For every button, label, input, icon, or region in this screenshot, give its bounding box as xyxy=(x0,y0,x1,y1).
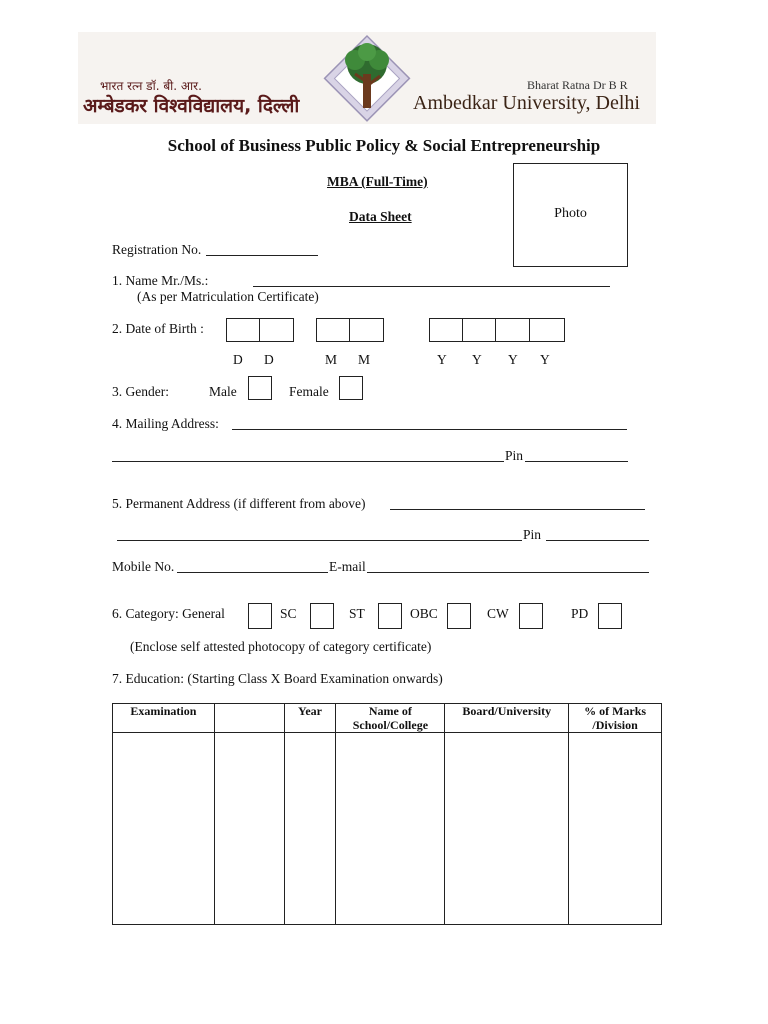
category-sc-checkbox[interactable] xyxy=(310,603,334,629)
school-title: School of Business Public Policy & Social Entrepreneurship xyxy=(167,136,601,155)
gender-female-label: Female xyxy=(289,384,329,399)
category-pd-label: PD xyxy=(571,606,589,621)
gender-label: 3. Gender: xyxy=(112,384,169,399)
dob-m-label-2: M xyxy=(358,352,371,367)
dob-y-label-1: Y xyxy=(437,352,447,367)
dob-day-1[interactable] xyxy=(226,318,261,342)
dob-month-1[interactable] xyxy=(316,318,351,342)
dob-y-label-3: Y xyxy=(508,352,518,367)
col-blank xyxy=(214,704,284,733)
col-school-college: Name of School/College xyxy=(336,704,445,733)
col-marks-division: % of Marks /Division xyxy=(569,704,662,733)
dob-label: 2. Date of Birth : xyxy=(112,321,204,336)
registration-field[interactable] xyxy=(206,255,318,256)
education-label: 7. Education: (Starting Class X Board Examination onwards) xyxy=(112,671,443,686)
education-table xyxy=(112,703,662,925)
category-obc-checkbox[interactable] xyxy=(447,603,471,629)
dob-y-label-2: Y xyxy=(472,352,482,367)
name-label: 1. Name Mr./Ms.: xyxy=(112,273,209,288)
mailing-address-field[interactable] xyxy=(232,429,627,430)
email-label: E-mail xyxy=(329,559,366,574)
english-subtitle: Bharat Ratna Dr B R xyxy=(527,78,628,92)
hindi-university-name: अम्बेडकर विश्वविद्यालय, दिल्ली xyxy=(83,95,300,117)
dob-month-2[interactable] xyxy=(349,318,384,342)
dob-d-label-2: D xyxy=(264,352,274,367)
col-year: Year xyxy=(284,704,336,733)
registration-label: Registration No. xyxy=(112,242,202,257)
gender-male-checkbox[interactable] xyxy=(248,376,272,400)
cell-examination[interactable] xyxy=(113,733,215,925)
university-tree-logo xyxy=(322,34,412,124)
mobile-field[interactable] xyxy=(177,572,328,573)
photo-label: Photo xyxy=(554,206,587,221)
category-pd-checkbox[interactable] xyxy=(598,603,622,629)
name-field[interactable] xyxy=(253,286,610,287)
mailing-pin-label: Pin xyxy=(505,448,524,463)
dob-y-label-4: Y xyxy=(540,352,550,367)
mailing-address-line2[interactable] xyxy=(112,461,504,462)
dob-d-label-1: D xyxy=(233,352,243,367)
name-note: (As per Matriculation Certificate) xyxy=(137,289,319,304)
permanent-pin-label: Pin xyxy=(523,527,542,542)
category-sc-label: SC xyxy=(280,606,297,621)
col-examination: Examination xyxy=(113,704,215,733)
col-board-university: Board/University xyxy=(445,704,569,733)
gender-female-checkbox[interactable] xyxy=(339,376,363,400)
cell-year[interactable] xyxy=(284,733,336,925)
permanent-address-line2[interactable] xyxy=(117,540,522,541)
category-obc-label: OBC xyxy=(410,606,438,621)
permanent-pin-field[interactable] xyxy=(546,540,649,541)
dob-m-label-1: M xyxy=(325,352,338,367)
dob-year-1[interactable] xyxy=(429,318,464,342)
mobile-label: Mobile No. xyxy=(112,559,175,574)
category-note: (Enclose self attested photocopy of category certificate) xyxy=(130,639,432,654)
education-table-header xyxy=(113,704,662,733)
email-field[interactable] xyxy=(367,572,649,573)
education-table-body-row[interactable] xyxy=(113,733,662,925)
hindi-subtitle: भारत रत्न डॉ. बी. आर. xyxy=(100,79,202,93)
category-cw-checkbox[interactable] xyxy=(519,603,543,629)
category-cw-label: CW xyxy=(487,606,509,621)
photo-box[interactable] xyxy=(513,163,628,267)
category-st-checkbox[interactable] xyxy=(378,603,402,629)
permanent-address-label: 5. Permanent Address (if different from above) xyxy=(112,496,366,511)
program-title: MBA (Full-Time) xyxy=(327,174,428,189)
dob-day-2[interactable] xyxy=(259,318,294,342)
mailing-address-label: 4. Mailing Address: xyxy=(112,416,219,431)
english-university-name: Ambedkar University, Delhi xyxy=(413,92,640,114)
cell-board-university[interactable] xyxy=(445,733,569,925)
cell-marks-division[interactable] xyxy=(569,733,662,925)
dob-year-3[interactable] xyxy=(495,318,531,342)
gender-male-label: Male xyxy=(209,384,237,399)
sheet-title: Data Sheet xyxy=(349,209,412,224)
dob-year-4[interactable] xyxy=(529,318,565,342)
category-label: 6. Category: General xyxy=(112,606,225,621)
category-general-checkbox[interactable] xyxy=(248,603,272,629)
permanent-address-field[interactable] xyxy=(390,509,645,510)
cell-blank[interactable] xyxy=(214,733,284,925)
dob-year-2[interactable] xyxy=(462,318,497,342)
mailing-pin-field[interactable] xyxy=(525,461,628,462)
cell-school-college[interactable] xyxy=(336,733,445,925)
category-st-label: ST xyxy=(349,606,365,621)
